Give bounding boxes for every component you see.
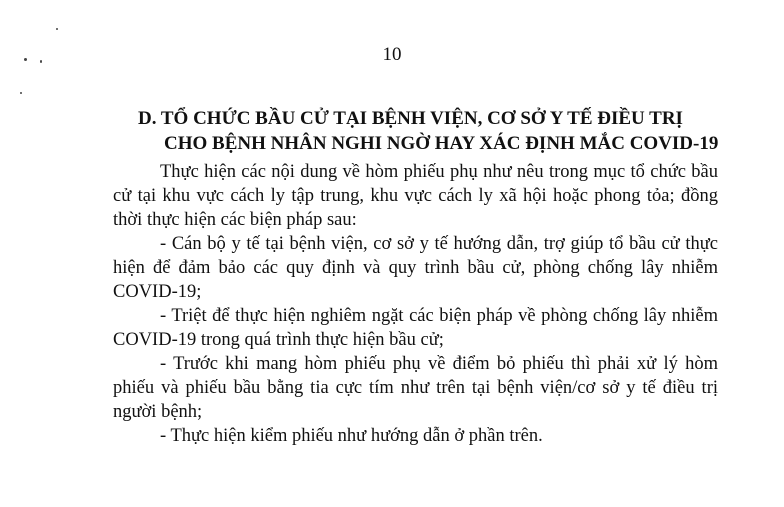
bullet-paragraph: - Thực hiện kiểm phiếu như hướng dẫn ở phần trên. — [160, 426, 543, 446]
scan-speck — [56, 28, 58, 30]
bullet-paragraph: - Triệt để thực hiện nghiêm ngặt các biện pháp về phòng chống lây nhiễm COVID-19 trong quá trình thực hiện bầu cử; — [113, 306, 718, 350]
intro-paragraph: Thực hiện các nội dung về hòm phiếu phụ như nêu trong mục tổ chức bầu cử tại khu vực cách ly tập trung, khu vực cách ly xã hội hoặc phong tỏa; đồng thời thực hiện các biện pháp sau: — [113, 162, 718, 230]
section-heading — [138, 106, 728, 156]
page-number: 10 — [382, 44, 402, 65]
section-heading-line2: CHO BỆNH NHÂN NGHI NGỜ HAY XÁC ĐỊNH MẮC COVID-19 — [164, 133, 719, 154]
bullet-paragraph: - Cán bộ y tế tại bệnh viện, cơ sở y tế hướng dẫn, trợ giúp tổ bầu cử thực hiện để đảm bảo các quy định và quy trình bầu cử, phòng chống lây nhiễm COVID-19; — [113, 234, 718, 302]
section-heading-line1: D. TỔ CHỨC BẦU CỬ TẠI BỆNH VIỆN, CƠ SỞ Y TẾ ĐIỀU TRỊ — [138, 108, 683, 129]
bullet-paragraph: - Trước khi mang hòm phiếu phụ về điểm bỏ phiếu thì phải xử lý hòm phiếu và phiếu bầu bằng tia cực tím như trên tại bệnh viện/cơ sở y tế điều trị người bệnh; — [113, 354, 718, 422]
scan-speck — [20, 92, 22, 94]
